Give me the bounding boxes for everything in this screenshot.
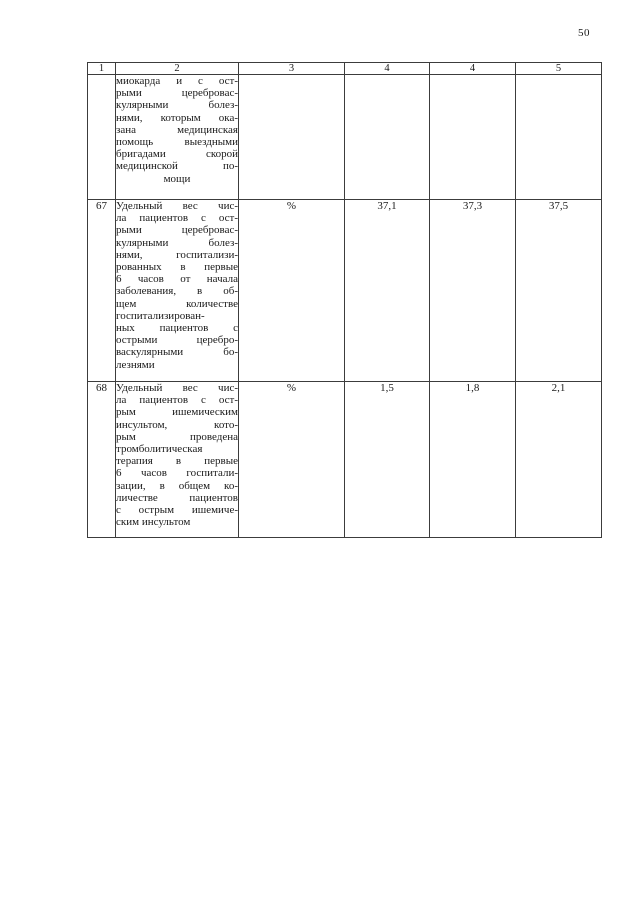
table-header-row [88,63,602,75]
row-number-cell: 67 [88,200,116,382]
indicator-table [87,62,602,538]
name-line: рыми церебровас- [116,224,238,237]
name-line: нями, которым ока- [116,111,238,124]
value-cell: 1,8 [430,382,516,538]
table-row [88,75,602,200]
name-line: васкулярными бо- [116,346,238,359]
name-line: рованных в первые [116,261,238,274]
name-line: с острым ишемиче- [116,504,238,517]
name-line: ла пациентов с ост- [116,394,238,407]
name-line: бригадами скорой [116,148,238,161]
unit-cell: % [239,200,345,382]
row-number-cell [88,75,116,200]
name-line: терапия в первые [116,455,238,468]
row-number-cell: 68 [88,382,116,538]
unit-cell [239,75,345,200]
name-line: ла пациентов с ост- [116,212,238,225]
name-line: заболевания, в об- [116,285,238,298]
name-line: госпитализирован- [116,309,205,322]
value-cell [345,75,430,200]
name-line: 6 часов от начала [116,273,238,286]
name-line: рыми церебровас- [116,87,238,100]
name-line: миокарда и с ост- [116,75,238,87]
value-cell: 1,5 [345,382,430,538]
name-line: мощи [163,172,191,185]
name-line: кулярными болез- [116,236,238,249]
value-cell: 37,3 [430,200,516,382]
name-line: лезнями [116,358,155,371]
header-cell: 2 [116,63,239,75]
name-line: щем количестве [116,297,238,310]
indicator-name-cell [116,200,239,382]
name-line: ных пациентов с [116,322,238,335]
name-line: Удельный вес чис- [116,382,238,394]
value-cell: 2,1 [516,382,602,538]
name-line: рым ишемическим [116,406,238,419]
name-line: острыми церебро- [116,334,238,347]
table-row [88,200,602,382]
name-line: инсультом, кото- [116,418,238,431]
name-line: зации, в общем ко- [116,479,238,492]
value-cell: 37,5 [516,200,602,382]
name-line: 6 часов госпитали- [116,467,238,480]
indicator-name-cell [116,75,239,200]
value-cell [430,75,516,200]
name-line: тромболитическая [116,443,203,456]
name-line: помощь выездными [116,136,238,149]
header-cell: 4 [430,63,516,75]
header-cell: 1 [88,63,116,75]
name-line: кулярными болез- [116,99,238,112]
header-cell: 5 [516,63,602,75]
name-line: личестве пациентов [116,491,238,504]
name-line: медицинской по- [116,160,238,173]
name-line: зана медицинская [116,123,238,136]
page-number: 50 [578,27,590,39]
unit-cell: % [239,382,345,538]
indicator-name-cell [116,382,239,538]
name-line: Удельный вес чис- [116,200,238,212]
name-line: рым проведена [116,430,238,443]
table-row [88,382,602,538]
value-cell [516,75,602,200]
header-cell: 3 [239,63,345,75]
name-line: ским инсультом [116,516,191,529]
value-cell: 37,1 [345,200,430,382]
header-cell: 4 [345,63,430,75]
name-line: нями, госпитализи- [116,248,238,261]
